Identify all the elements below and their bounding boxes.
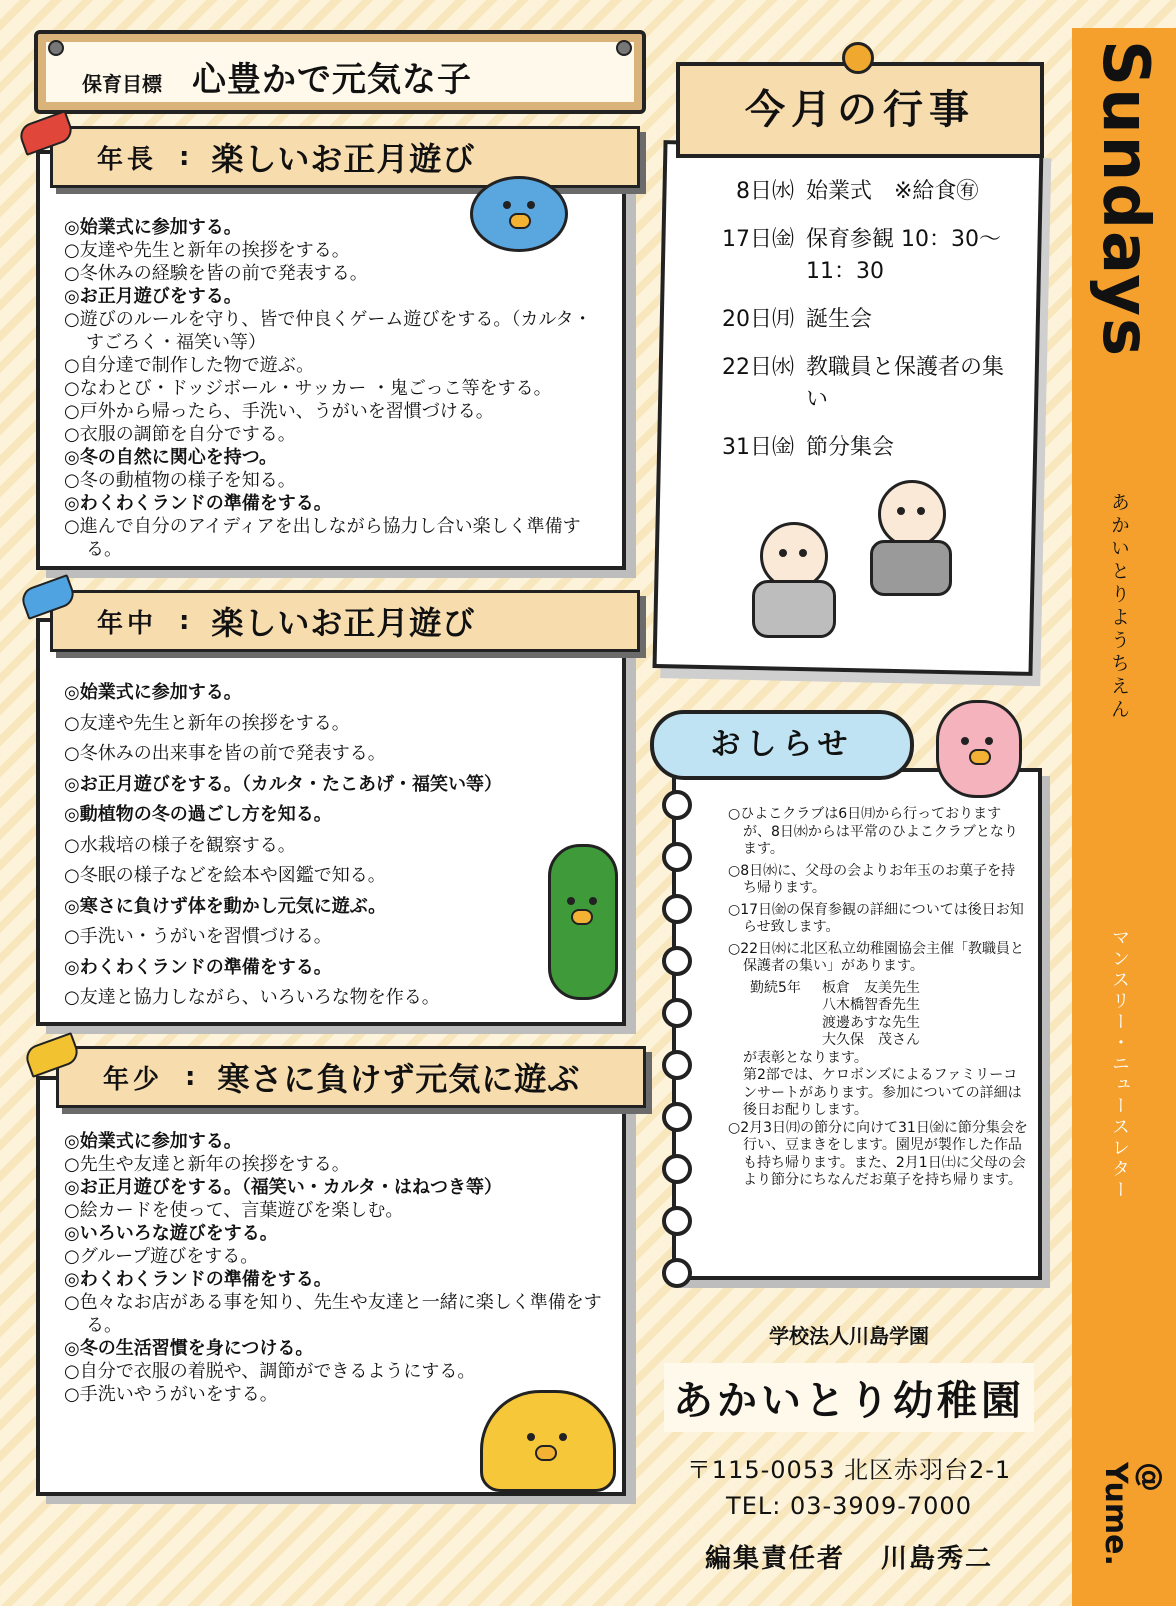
award-years	[750, 1015, 822, 1033]
list-item	[64, 1222, 604, 1245]
goal-label: 保育目標	[82, 72, 162, 96]
list-item-text: ◎冬の自然に関心を持つ。	[64, 447, 277, 468]
list-item	[64, 446, 604, 469]
class-items	[64, 678, 604, 1014]
list-item-text: ◎わくわくランドの準備をする。	[64, 956, 332, 978]
notice-item	[728, 941, 1028, 976]
contact-info	[664, 1452, 1034, 1524]
class-items	[64, 1130, 604, 1406]
list-item-text: ◎冬の生活習慣を身につける。	[64, 1338, 314, 1359]
award-row	[750, 1015, 1028, 1033]
list-item-text: ○冬の動植物の様子を知る。	[64, 470, 296, 491]
event-text: 教職員と保護者の集い	[806, 355, 1005, 412]
child-boy-icon	[878, 480, 946, 548]
notice-text: ○17日㈮の保育参観の詳細については後日お知らせ致します。	[728, 901, 1024, 935]
list-item	[64, 354, 604, 377]
pink-bird-icon	[936, 700, 1022, 798]
list-item	[64, 1153, 604, 1176]
class-grade: 年長	[97, 144, 158, 175]
list-item	[64, 922, 604, 953]
list-item-text: ○絵カードを使って、言葉遊びを楽しむ。	[64, 1200, 404, 1221]
class-theme: 楽しいお正月遊び	[211, 140, 476, 178]
notice-item	[728, 806, 1028, 859]
award-row	[750, 980, 1028, 998]
class-header-nenchu	[50, 590, 640, 652]
list-item	[64, 469, 604, 492]
list-item-text: ○冬休みの経験を皆の前で発表する。	[64, 263, 368, 284]
separator: :	[185, 1062, 196, 1092]
list-item	[64, 770, 604, 801]
event-date: 31日㈮	[722, 435, 794, 460]
award-row	[750, 997, 1028, 1015]
class-items	[64, 216, 604, 561]
list-item-text: ○自分で衣服の着脱や、調節ができるようにする。	[64, 1361, 476, 1382]
list-item-text: ◎動植物の冬の過ごし方を知る。	[64, 804, 332, 825]
organization	[664, 1320, 1034, 1432]
list-item	[64, 285, 604, 308]
separator: :	[179, 142, 190, 172]
class-header-nensho	[56, 1046, 646, 1108]
list-item-text: ○先生や友達と新年の挨拶をする。	[64, 1154, 350, 1175]
list-item	[64, 861, 604, 892]
goal-banner	[34, 30, 646, 114]
list-item	[64, 831, 604, 862]
award-name: 八木橋智香先生	[822, 997, 920, 1013]
child-boy-body-icon	[870, 540, 952, 596]
blue-bird-icon	[470, 176, 568, 252]
event-text: 保育参観 10：30〜11：30	[806, 227, 1001, 284]
class-theme: 寒さに負けず元気に遊ぶ	[217, 1060, 581, 1098]
event-date: 8日㈬	[736, 179, 794, 204]
list-item	[64, 377, 604, 400]
list-item-text: ◎始業式に参加する。	[64, 217, 242, 238]
class-box-nenchu	[36, 618, 626, 1026]
award-row	[750, 1032, 1028, 1050]
nail-icon	[48, 40, 64, 56]
notice-text: ○ひよこクラブは6日㈪から行っておりますが、8日㈬からは平常のひよこクラブとなります。	[728, 806, 1018, 857]
award-name: 板倉 友美先生	[822, 979, 920, 996]
list-item-text: ◎お正月遊びをする。	[64, 286, 242, 307]
event-date: 17日㈮	[722, 227, 794, 252]
list-item-text: ◎いろいろな遊びをする。	[64, 1223, 278, 1244]
events-list	[700, 176, 1020, 480]
brand-logo: Sundays	[1088, 40, 1162, 359]
list-item-text: ○友達や先生と新年の挨拶をする。	[64, 712, 350, 734]
list-item-text: ○グループ遊びをする。	[64, 1246, 259, 1267]
event-date: 22日㈬	[722, 355, 794, 380]
list-item	[64, 262, 604, 285]
class-theme: 楽しいお正月遊び	[211, 604, 476, 642]
list-item	[64, 515, 604, 561]
award-years	[750, 1032, 822, 1050]
events-header	[676, 62, 1044, 158]
list-item	[64, 1130, 604, 1153]
list-item	[64, 739, 604, 770]
events-title: 今月の行事	[745, 87, 975, 133]
list-item	[64, 983, 604, 1014]
list-item-text: ○友達と協力しながら、いろいろな物を作る。	[64, 987, 440, 1008]
list-item-text: ○なわとび・ドッジボール・サッカー ・鬼ごっこ等をする。	[64, 378, 552, 399]
list-item	[64, 400, 604, 423]
list-item	[64, 1199, 604, 1222]
yellow-bird-icon	[480, 1390, 616, 1492]
pushpin-icon	[842, 42, 874, 74]
list-item-text: ◎始業式に参加する。	[64, 682, 242, 703]
list-item-text: ◎わくわくランドの準備をする。	[64, 493, 332, 514]
list-item	[64, 953, 604, 984]
award-name: 渡邊あすな先生	[822, 1014, 920, 1031]
list-item	[64, 423, 604, 446]
class-header-nencho	[50, 126, 640, 188]
list-item-text: ◎始業式に参加する。	[64, 1131, 242, 1152]
spiral-binding	[662, 790, 692, 1310]
event-row	[700, 304, 1020, 336]
child-girl-body-icon	[752, 580, 836, 638]
goal-text: 心豊かで元気な子	[192, 60, 472, 100]
list-item-text: ○戸外から帰ったら、手洗い、うがいを習慣づける。	[64, 401, 494, 422]
list-item	[64, 1337, 604, 1360]
list-item	[64, 678, 604, 709]
strip-newsletter-label: マンスリー・ニュースレター	[1109, 928, 1130, 1201]
list-item-text: ○冬休みの出来事を皆の前で発表する。	[64, 743, 386, 764]
list-item	[64, 308, 604, 354]
event-row	[700, 176, 1020, 208]
event-date: 20日㈪	[722, 307, 794, 332]
list-item-text: ○友達や先生と新年の挨拶をする。	[64, 240, 350, 261]
notice-text: ○8日㈬に、父母の会よりお年玉のお菓子を持ち帰ります。	[728, 862, 1016, 896]
list-item-text: ○冬眠の様子などを絵本や図鑑で知る。	[64, 865, 386, 886]
notice-text: ○22日㈬に北区私立幼稚園協会主催「教職員と保護者の集い」があります。	[728, 940, 1025, 974]
awards-list	[728, 980, 1028, 1050]
notice-item	[728, 863, 1028, 898]
list-item	[64, 892, 604, 923]
telephone: TEL: 03-3909-7000	[726, 1492, 972, 1520]
award-years	[750, 997, 822, 1015]
address: 〒115-0053 北区赤羽台2-1	[686, 1456, 1012, 1484]
notice-list	[728, 806, 1028, 1190]
strip-school-name: あかいとりようちえん	[1108, 492, 1130, 722]
list-item-text: ◎お正月遊びをする。（福笑い・カルタ・はねつき等）	[64, 1177, 502, 1198]
editor-name: 川島秀二	[881, 1544, 994, 1574]
list-item-text: ○衣服の調節を自分でする。	[64, 424, 296, 445]
editor	[664, 1538, 1034, 1575]
strip-signature: @ Yume.	[1098, 1462, 1168, 1566]
event-row	[700, 224, 1020, 288]
event-text: 始業式 ※給食㊒	[806, 179, 979, 204]
event-text: 誕生会	[806, 307, 873, 332]
class-grade: 年少	[103, 1064, 164, 1095]
separator: :	[179, 606, 190, 636]
list-item-text: ◎お正月遊びをする。（カルタ・たこあげ・福笑い等）	[64, 773, 502, 795]
class-grade: 年中	[97, 608, 158, 639]
list-item	[64, 492, 604, 515]
green-bird-icon	[548, 844, 618, 1000]
list-item-text: ◎寒さに負けず体を動かし元気に遊ぶ。	[64, 895, 387, 917]
list-item	[64, 1360, 604, 1383]
editor-label: 編集責任者	[704, 1544, 845, 1574]
list-item	[64, 709, 604, 740]
notice-bubble	[650, 710, 914, 780]
part2-text: 第2部では、ケロボンズによるファミリーコンサートがあります。参加についての詳細は後日お配りします。	[743, 1067, 1022, 1118]
list-item	[64, 1268, 604, 1291]
list-item-text: ○手洗い・うがいを習慣づける。	[64, 926, 332, 947]
event-row	[700, 352, 1020, 416]
notice-title: おしらせ	[710, 727, 854, 762]
school-name: あかいとり幼稚園	[664, 1363, 1034, 1432]
event-row	[700, 432, 1020, 464]
notice-item	[728, 902, 1028, 937]
award-years: 勤続5年	[750, 979, 801, 996]
list-item	[64, 800, 604, 831]
list-item	[64, 1291, 604, 1337]
award-name: 大久保 茂さん	[822, 1032, 920, 1048]
list-item-text: ○水栽培の様子を観察する。	[64, 834, 296, 856]
list-item-text: ○自分達で制作した物で遊ぶ。	[64, 355, 315, 376]
list-item-text: ○手洗いやうがいをする。	[64, 1384, 278, 1405]
list-item-text: ◎わくわくランドの準備をする。	[64, 1269, 332, 1290]
awards-note: が表彰となります。	[743, 1049, 868, 1066]
notice-item: ○2月3日㈪の節分に向けて31日㈮に節分集会を行い、豆まきをします。園児が製作した作品も持ち帰ります。また、2月1日㈯に父母の会より節分にちなんだお菓子を持ち帰ります。	[728, 1119, 1028, 1188]
list-item	[64, 1176, 604, 1199]
nail-icon	[616, 40, 632, 56]
list-item-text: ○遊びのルールを守り、皆で仲良くゲーム遊びをする。（カルタ・すごろく・福笑い等）	[64, 309, 592, 353]
event-text: 節分集会	[806, 435, 895, 460]
list-item-text: ○色々なお店がある事を知り、先生や友達と一緒に楽しく準備をする。	[64, 1292, 602, 1336]
corporation-name: 学校法人川島学園	[769, 1324, 929, 1348]
list-item-text: ○進んで自分のアイディアを出しながら協力し合い楽しく準備する。	[64, 516, 581, 560]
list-item	[64, 1245, 604, 1268]
